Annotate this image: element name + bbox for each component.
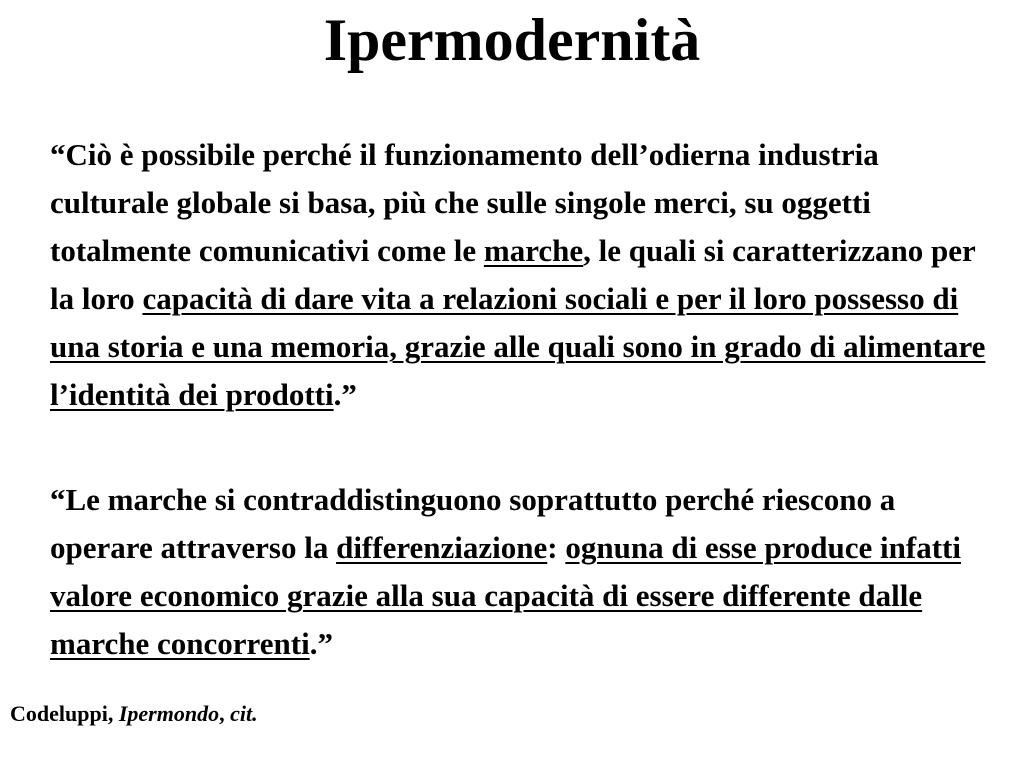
quote-1-text-a: “Ciò è possibile perché il funzionamento dell’odierna industria culturale globale si basa, più che sulle singole merci, su oggetti totalmente comunicativi come le [50, 137, 879, 268]
quote-paragraph-2 [50, 476, 1005, 668]
citation [10, 700, 258, 728]
slide-title: Ipermodernità [323, 7, 701, 73]
citation-cit: cit. [230, 701, 258, 726]
quote-1-underlined-marche: marche [483, 233, 584, 268]
quote-paragraph-1 [50, 131, 1005, 419]
quote-2-text-c: .” [309, 626, 333, 661]
citation-work-title: Ipermondo [118, 701, 220, 726]
quote-2-underlined-ognuna: ognuna di esse produce infatti valore economico grazie alla sua capacità di essere differente dalle marche concorrenti [50, 530, 961, 661]
quote-1-underlined-capacita: capacità di dare vita a relazioni sociali e per il loro possesso di una storia e una memoria, grazie alle quali sono in grado di alimentare l’identità dei prodotti [50, 281, 986, 412]
quote-2-underlined-differenziazione: differenziazione [336, 530, 548, 565]
quote-2-text-b: : [547, 530, 566, 565]
citation-separator: , [219, 701, 231, 726]
quote-1-text-b: , le quali si caratterizzano per la loro [50, 233, 976, 316]
citation-author: Codeluppi, [10, 701, 119, 726]
quote-2-text-a: “Le marche si contraddistinguono soprattutto perché riescono a operare attraverso la [50, 482, 896, 565]
quote-1-text-c: .” [333, 377, 357, 412]
